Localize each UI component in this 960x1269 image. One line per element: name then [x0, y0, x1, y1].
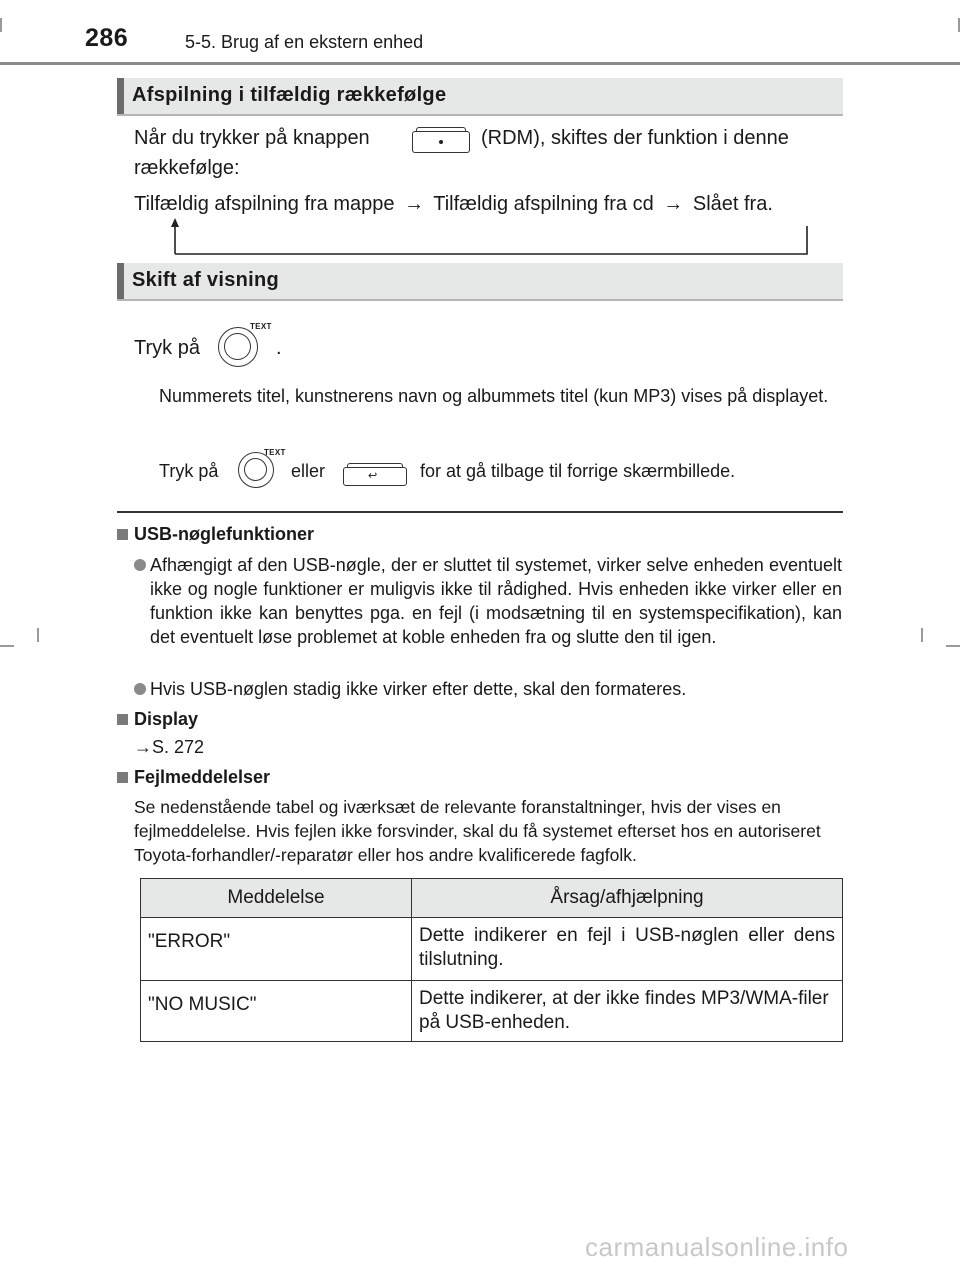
table-row: [141, 981, 843, 1042]
sequence-step-2: Tilfældig afspilning fra cd: [433, 193, 654, 215]
press-text: Tryk på: [134, 337, 200, 359]
arrow-right-icon: →: [663, 193, 684, 215]
text-knob-icon: [238, 452, 274, 488]
display-ref: [134, 735, 204, 759]
text-knob-icon: [218, 327, 258, 367]
table-cell-message: "ERROR": [141, 918, 412, 981]
round-bullet-icon: [134, 683, 146, 695]
square-bullet-icon: [117, 529, 128, 540]
section-heading-text: Skift af visning: [132, 269, 280, 291]
display-note-2-start: Tryk på: [159, 461, 219, 481]
square-bullet-icon: [117, 772, 128, 783]
errors-heading: [117, 765, 270, 789]
table-cell-message: "NO MUSIC": [141, 981, 412, 1042]
crop-mark: [0, 18, 2, 32]
table-header: Årsag/afhjælpning: [412, 879, 843, 918]
heading-bar: [117, 78, 124, 114]
header-rule: [0, 62, 960, 65]
section-heading-display: [117, 263, 843, 301]
rdm-button-icon: [412, 131, 470, 153]
usb-heading: [117, 522, 314, 546]
text-knob-label: TEXT: [264, 448, 286, 457]
press-period: .: [276, 337, 282, 359]
rdm-para-end: (RDM), skiftes der funktion i denne: [481, 127, 789, 149]
display-note-1: Nummerets titel, kunstnerens navn og albummets titel (kun MP3) vises på displayet.: [159, 386, 829, 406]
arrow-right-icon: →: [404, 193, 425, 215]
table-cell-cause: Dette indikerer en fejl i USB-nøglen eller dens tilslutning.: [412, 918, 843, 981]
display-note-2-end: for at gå tilbage til forrige skærmbillede.: [420, 461, 736, 481]
crop-mark: [921, 628, 923, 642]
usb-heading-text: USB-nøglefunktioner: [134, 524, 314, 544]
errors-heading-text: Fejlmeddelelser: [134, 767, 271, 787]
sequence-step-3: Slået fra.: [692, 193, 773, 215]
square-bullet-icon: [117, 714, 128, 725]
display-heading: [117, 707, 198, 731]
table-cell-cause: Dette indikerer, at der ikke findes MP3/WMA-filer på USB-enheden.: [412, 981, 843, 1042]
page-ref-link[interactable]: S. 272: [152, 737, 205, 757]
section-heading-random: [117, 78, 843, 116]
display-heading-text: Display: [134, 709, 199, 729]
rdm-para-start: Når du trykker på knappen: [134, 127, 370, 149]
heading-bar: [117, 263, 124, 299]
table-row: [141, 918, 843, 981]
crop-mark: [0, 645, 14, 647]
loop-back-arrow-icon: [165, 218, 815, 258]
errors-text: Se nedenstående tabel og iværksæt de relevante foranstaltninger, hvis der vises en fejlmeddelelse. Hvis fejlen ikke forsvinder, skal du få systemet efterset hos en autoriseret Toyota-forhandler/-reparatør eller hos andre kvalificerede fagfolk.: [134, 797, 821, 865]
back-button-icon: [343, 467, 407, 486]
page-number: 286: [85, 24, 129, 52]
error-message-table: [140, 878, 843, 1042]
back-arrow-icon: ↩: [368, 470, 378, 482]
usb-bullet-2: [134, 677, 842, 701]
watermark: carmanualsonline.info: [585, 1232, 849, 1262]
sequence-step-1: Tilfældig afspilning fra mappe: [134, 193, 395, 215]
crop-mark: [37, 628, 39, 642]
section-heading-text: Afspilning i tilfældig rækkefølge: [132, 84, 447, 106]
display-note-2-or: eller: [291, 461, 326, 481]
sequence-line: [134, 189, 773, 219]
crop-mark: [946, 645, 960, 647]
table-header-row: [141, 879, 843, 918]
usb-bullet-1: [134, 553, 842, 649]
table-header: Meddelelse: [141, 879, 412, 918]
text-knob-label: TEXT: [250, 322, 272, 331]
usb-bullet-1-text: Afhængigt af den USB-nøgle, der er sluttet til systemet, virker selve enheden eventuelt ikke og nogle funktioner er muligvis ikke til rådighed. Hvis enheden ikke virker eller en funktion ikke kan benyttes pga. en fejl (i modsætning til en systemspecifikation), kan det eventuelt løse problemet at koble enheden fra og slutte den til igen.: [150, 555, 842, 647]
usb-bullet-2-text: Hvis USB-nøglen stadig ikke virker efter dette, skal den formateres.: [150, 679, 687, 699]
section-divider: [117, 511, 843, 513]
section-reference: 5-5. Brug af en ekstern enhed: [185, 32, 424, 52]
rdm-para-line2: rækkefølge:: [134, 157, 240, 179]
arrow-right-icon: →: [134, 737, 152, 757]
round-bullet-icon: [134, 559, 146, 571]
